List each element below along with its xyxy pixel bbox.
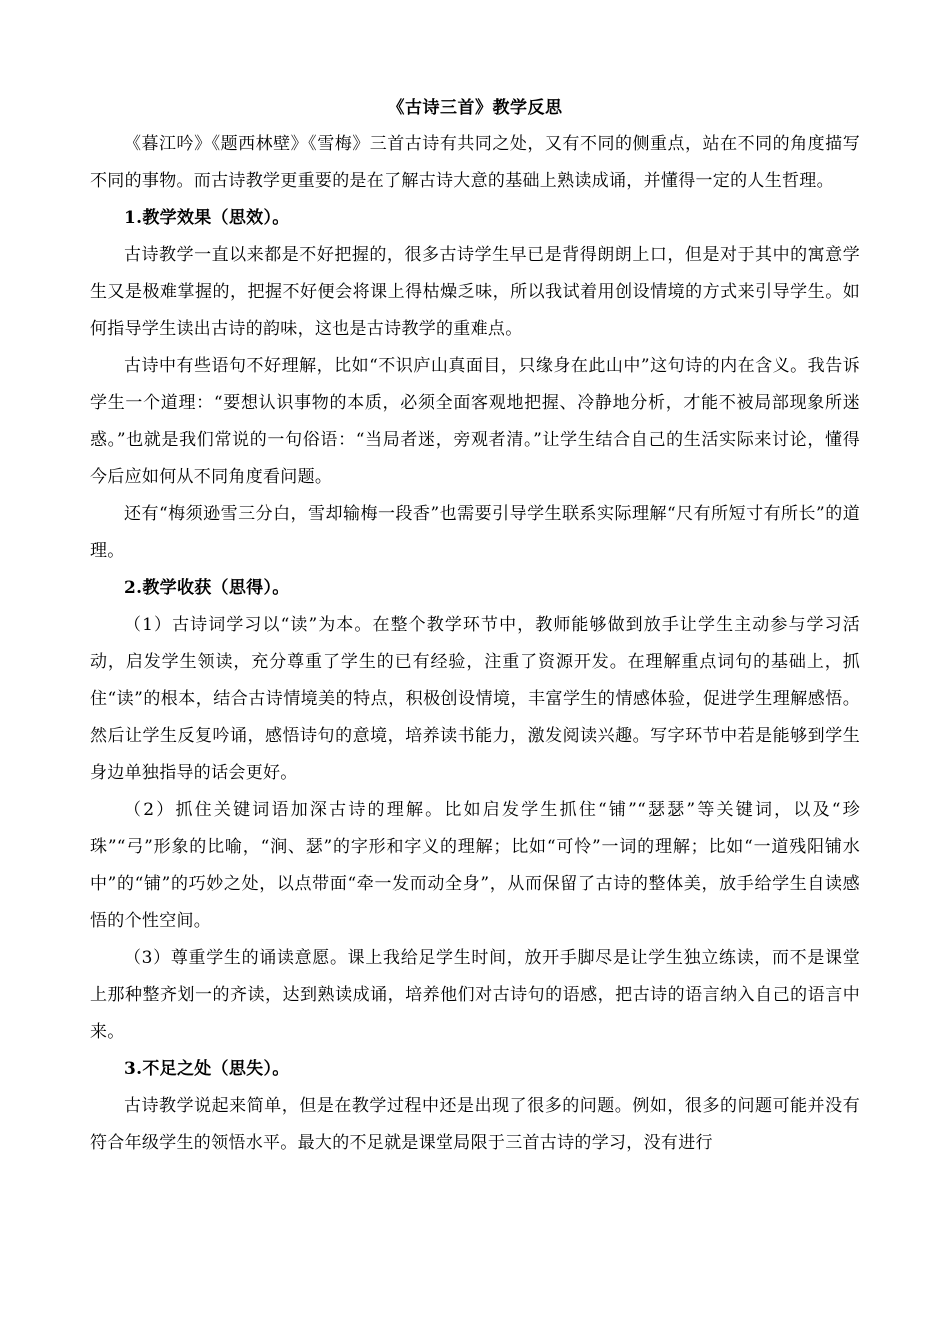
document-page xyxy=(90,96,860,1162)
document-title: 《古诗三首》教学反思 xyxy=(387,98,563,118)
paragraph: （3）尊重学生的诵读意愿。课上我给足学生时间，放开手脚尽是让学生独立练读，而不是课堂上那种整齐划一的齐读，达到熟读成诵，培养他们对古诗句的语感，把古诗的语言纳入自己的语言中来。 xyxy=(90,948,860,1042)
section-heading-gains: 2.教学收获（思得）。 xyxy=(124,578,290,598)
paragraph: 古诗教学一直以来都是不好把握的，很多古诗学生早已是背得朗朗上口，但是对于其中的寓意学生又是极难掌握的，把握不好便会将课上得枯燥乏味，所以我试着用创设情境的方式来引导学生。如何指导学生读出古诗的韵味，这也是古诗教学的重难点。 xyxy=(90,245,860,339)
paragraph: 还有“梅须逊雪三分白，雪却输梅一段香”也需要引导学生联系实际理解“尺有所短寸有所长”的道理。 xyxy=(90,504,860,561)
intro-paragraph: 《暮江吟》《题西林壁》《雪梅》三首古诗有共同之处，又有不同的侧重点，站在不同的角度描写不同的事物。而古诗教学更重要的是在了解古诗大意的基础上熟读成诵，并懂得一定的人生哲理。 xyxy=(90,134,860,191)
section-heading-effect: 1.教学效果（思效）。 xyxy=(124,208,290,228)
section-heading-shortcomings: 3.不足之处（思失）。 xyxy=(124,1059,290,1079)
paragraph: （1）古诗词学习以“读”为本。在整个教学环节中，教师能够做到放手让学生主动参与学习活动，启发学生领读，充分尊重了学生的已有经验，注重了资源开发。在理解重点词句的基础上，抓住“读”的根本，结合古诗情境美的特点，积极创设情境，丰富学生的情感体验，促进学生理解感悟。然后让学生反复吟诵，感悟诗句的意境，培养读书能力，激发阅读兴趣。写字环节中若是能够到学生身边单独指导的话会更好。 xyxy=(90,615,860,783)
paragraph: 古诗中有些语句不好理解，比如“不识庐山真面目，只缘身在此山中”这句诗的内在含义。我告诉学生一个道理：“要想认识事物的本质，必须全面客观地把握、冷静地分析，才能不被局部现象所迷惑。”也就是我们常说的一句俗语：“当局者迷，旁观者清。”让学生结合自己的生活实际来讨论，懂得今后应如何从不同角度看问题。 xyxy=(90,356,860,487)
paragraph: （2）抓住关键词语加深古诗的理解。比如启发学生抓住“铺”“瑟瑟”等关键词，以及“珍珠”“弓”形象的比喻，“涧、瑟”的字形和字义的理解；比如“可怜”一词的理解；比如“一道残阳铺水中”的“铺”的巧妙之处，以点带面“牵一发而动全身”，从而保留了古诗的整体美，放手给学生自读感悟的个性空间。 xyxy=(90,800,860,931)
paragraph: 古诗教学说起来简单，但是在教学过程中还是出现了很多的问题。例如，很多的问题可能并没有符合年级学生的领悟水平。最大的不足就是课堂局限于三首古诗的学习，没有进行 xyxy=(90,1096,860,1153)
